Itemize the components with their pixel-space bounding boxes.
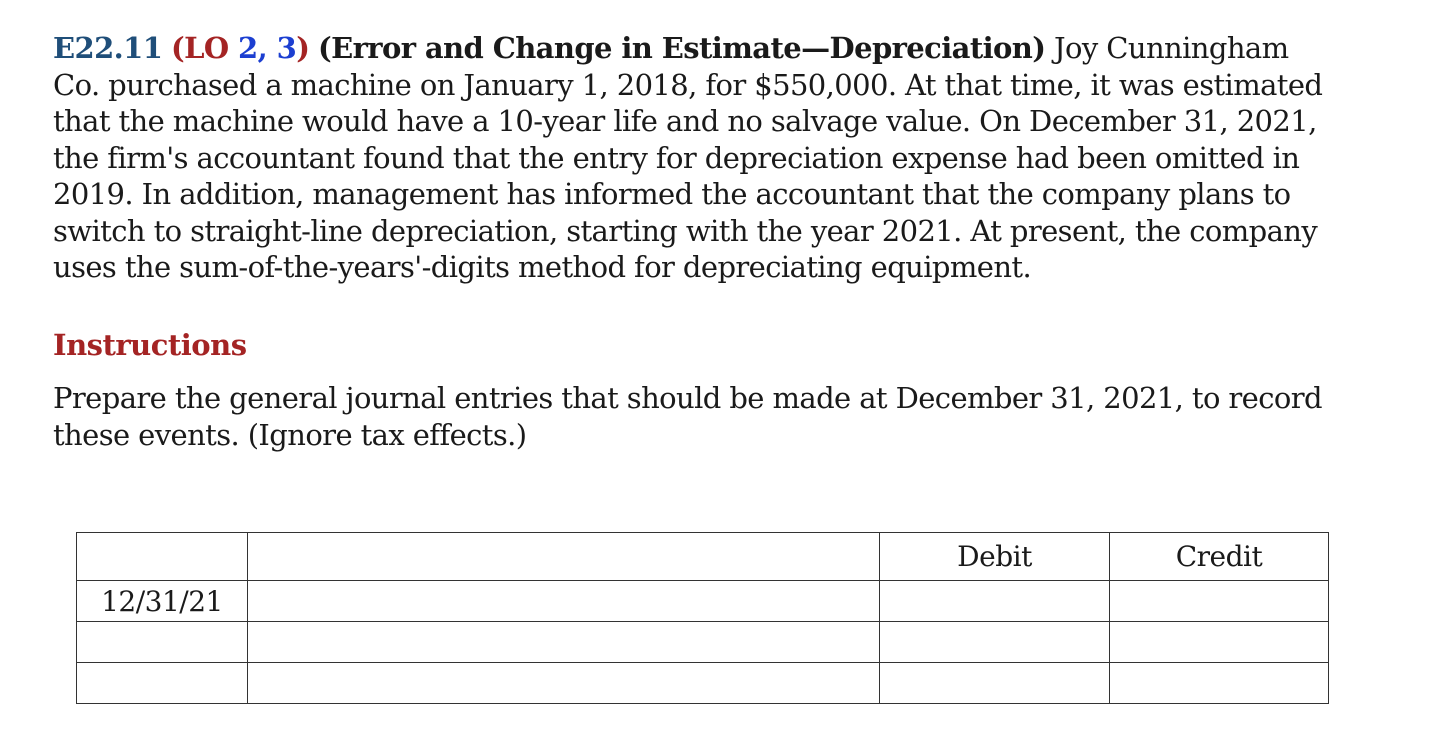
credit-cell[interactable] [1110, 663, 1329, 704]
lo-separator: , [257, 31, 268, 65]
account-cell[interactable] [248, 581, 880, 622]
date-cell[interactable]: 12/31/21 [77, 581, 248, 622]
journal-row [77, 581, 1329, 622]
instructions-text: Prepare the general journal entries that should be made at December 31, 2021, to record these events. (Ignore tax effects.) [53, 381, 1322, 452]
journal-row [77, 663, 1329, 704]
date-header-cell [77, 533, 248, 581]
learning-objectives [171, 31, 309, 65]
credit-cell[interactable] [1110, 622, 1329, 663]
account-cell[interactable] [248, 663, 880, 704]
date-cell[interactable] [77, 622, 248, 663]
journal-entry-table [76, 532, 1329, 704]
lo-link-2[interactable]: 2 [238, 31, 258, 65]
exercise-number: E22.11 [53, 31, 163, 65]
credit-cell[interactable] [1110, 581, 1329, 622]
credit-header: Credit [1110, 533, 1329, 581]
journal-header-row [77, 533, 1329, 581]
journal-row [77, 622, 1329, 663]
account-header-cell [248, 533, 880, 581]
exercise-title: (Error and Change in Estimate—Depreciation) [317, 31, 1046, 65]
lo-link-3[interactable]: 3 [276, 31, 297, 65]
date-cell[interactable] [77, 663, 248, 704]
debit-header: Debit [880, 533, 1110, 581]
account-cell[interactable] [248, 622, 880, 663]
lo-close: ) [296, 31, 310, 65]
debit-cell[interactable] [880, 663, 1110, 704]
debit-cell[interactable] [880, 581, 1110, 622]
debit-cell[interactable] [880, 622, 1110, 663]
problem-statement [53, 30, 1343, 286]
exercise-body: Joy Cunningham Co. purchased a machine on January 1, 2018, for $550,000. At that time, it was estimated that the machine would have a 10-year life and no salvage value. On December 31, 2021, the firm's accountant found that the entry for depreciation expense had been omitted in 2019. In addition, management has informed the accountant that the company plans to switch to straight-line depreciation, starting with the year 2021. At present, the company uses the sum-of-the-years'-digits method for depreciating equipment. [53, 31, 1323, 284]
instructions-heading: Instructions [53, 328, 247, 362]
lo-open: (LO [170, 31, 229, 65]
